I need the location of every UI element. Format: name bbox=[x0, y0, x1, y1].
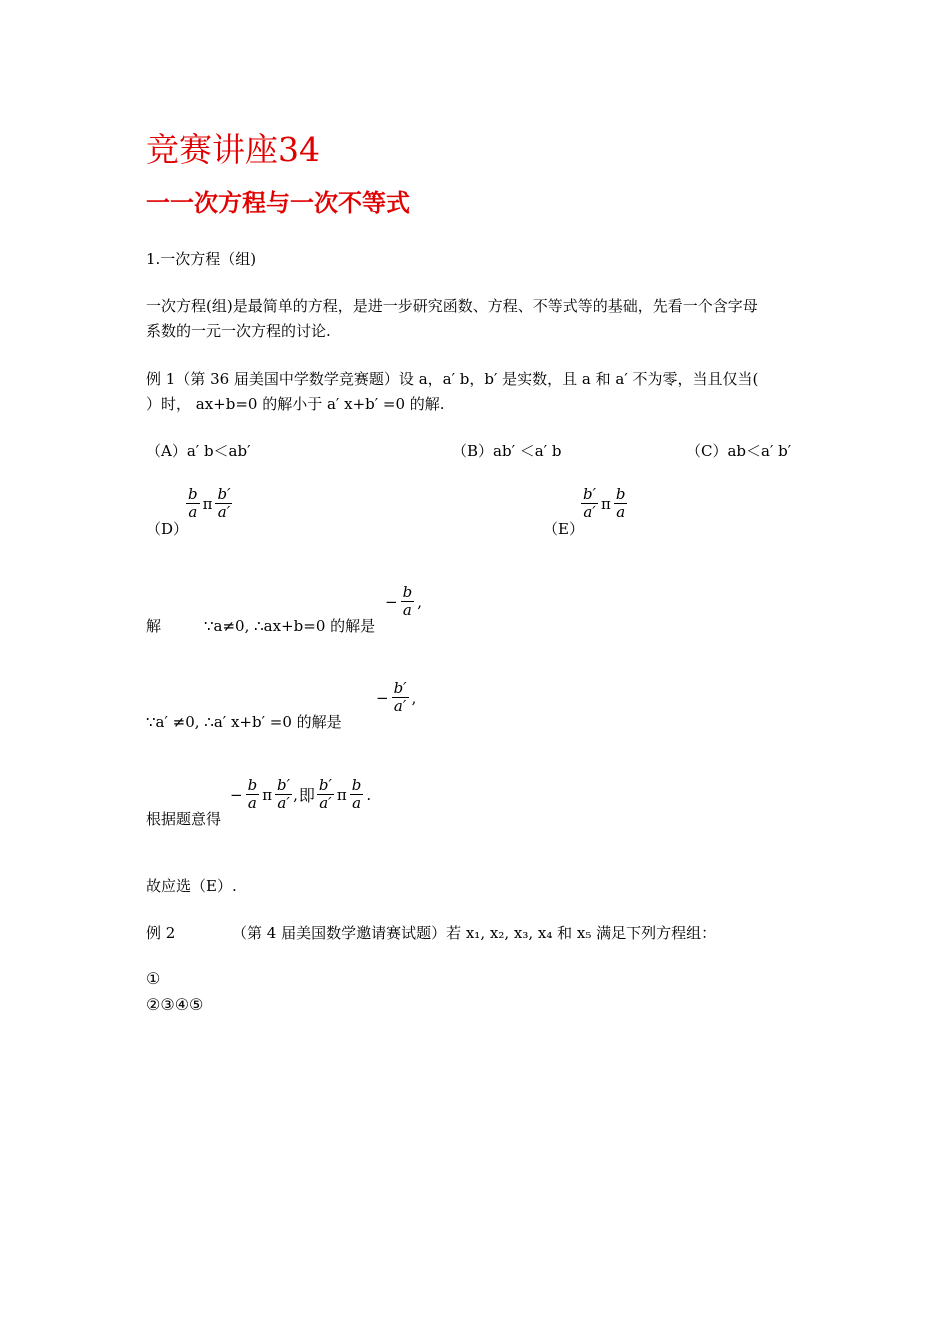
fraction: $\frac{b}{a}$ bbox=[351, 776, 362, 812]
option-a: （A）a′ b＜ab′ bbox=[146, 442, 251, 460]
solution-label: 解 bbox=[146, 617, 162, 635]
example2-text: （第 4 届美国数学邀请赛试题）若 x₁, x₂, x₃, x₄ 和 x₅ 满足下列方程组： bbox=[232, 924, 717, 942]
page-title: 竞赛讲座34 bbox=[146, 130, 320, 169]
section-heading: 1.一次方程（组) bbox=[146, 250, 257, 268]
fraction: $\frac{b}{a}$ bbox=[188, 485, 198, 521]
intro-paragraph-line2: 系数的一元一次方程的讨论. bbox=[146, 322, 331, 340]
solution-line1-expression: − $\frac{b}{a}$ , bbox=[385, 583, 422, 619]
solution-line1: ∵a≠0, ∴ax+b=0 的解是 bbox=[204, 617, 376, 635]
option-e-expression: $\frac{b'}{a'}$ π $\frac{b}{a}$ bbox=[583, 485, 626, 521]
option-d-label: （D） bbox=[146, 520, 189, 538]
fraction: $\frac{b}{a}$ bbox=[402, 583, 413, 619]
equation-marker-1: ① bbox=[146, 969, 161, 988]
option-b: （B）ab′ ＜a′ b bbox=[452, 442, 562, 460]
solution-line3-expression: − $\frac{b}{a}$ π $\frac{b'}{a'}$ , 即 $\frac{b'}{a'}$ π $\frac{b}{a}$ . bbox=[230, 776, 372, 812]
page-subtitle: 一一次方程与一次不等式 bbox=[146, 188, 410, 217]
example1-line2: ）时， ax+b=0 的解小于 a′ x+b′ =0 的解. bbox=[146, 395, 445, 413]
solution-line2: ∵a′ ≠0, ∴a′ x+b′ =0 的解是 bbox=[146, 713, 342, 731]
option-c: （C）ab＜a′ b′ bbox=[686, 442, 792, 460]
example2-label: 例 2 bbox=[146, 924, 176, 942]
equation-markers-2-5: ②③④⑤ bbox=[146, 995, 204, 1014]
fraction: $\frac{b'}{a'}$ bbox=[217, 485, 231, 521]
option-e-label: （E） bbox=[543, 520, 584, 538]
fraction: $\frac{b'}{a'}$ bbox=[277, 776, 291, 812]
solution-line3: 根据题意得 bbox=[146, 810, 222, 828]
example1-line1: 例 1（第 36 届美国中学数学竞赛题）设 a，a′ b，b′ 是实数，且 a 和 a′ 不为零，当且仅当( bbox=[146, 370, 759, 388]
solution-answer: 故应选（E）. bbox=[146, 877, 237, 895]
fraction: $\frac{b}{a}$ bbox=[615, 485, 626, 521]
fraction: $\frac{b}{a}$ bbox=[247, 776, 258, 812]
fraction: $\frac{b'}{a'}$ bbox=[393, 679, 407, 715]
solution-line2-expression: − $\frac{b'}{a'}$ , bbox=[376, 679, 417, 715]
fraction: $\frac{b'}{a'}$ bbox=[583, 485, 597, 521]
intro-paragraph-line1: 一次方程(组)是最简单的方程，是进一步研究函数、方程、不等式等的基础，先看一个含字母 bbox=[146, 297, 758, 315]
option-d-expression: $\frac{b}{a}$ π $\frac{b'}{a'}$ bbox=[188, 485, 231, 521]
fraction: $\frac{b'}{a'}$ bbox=[318, 776, 332, 812]
